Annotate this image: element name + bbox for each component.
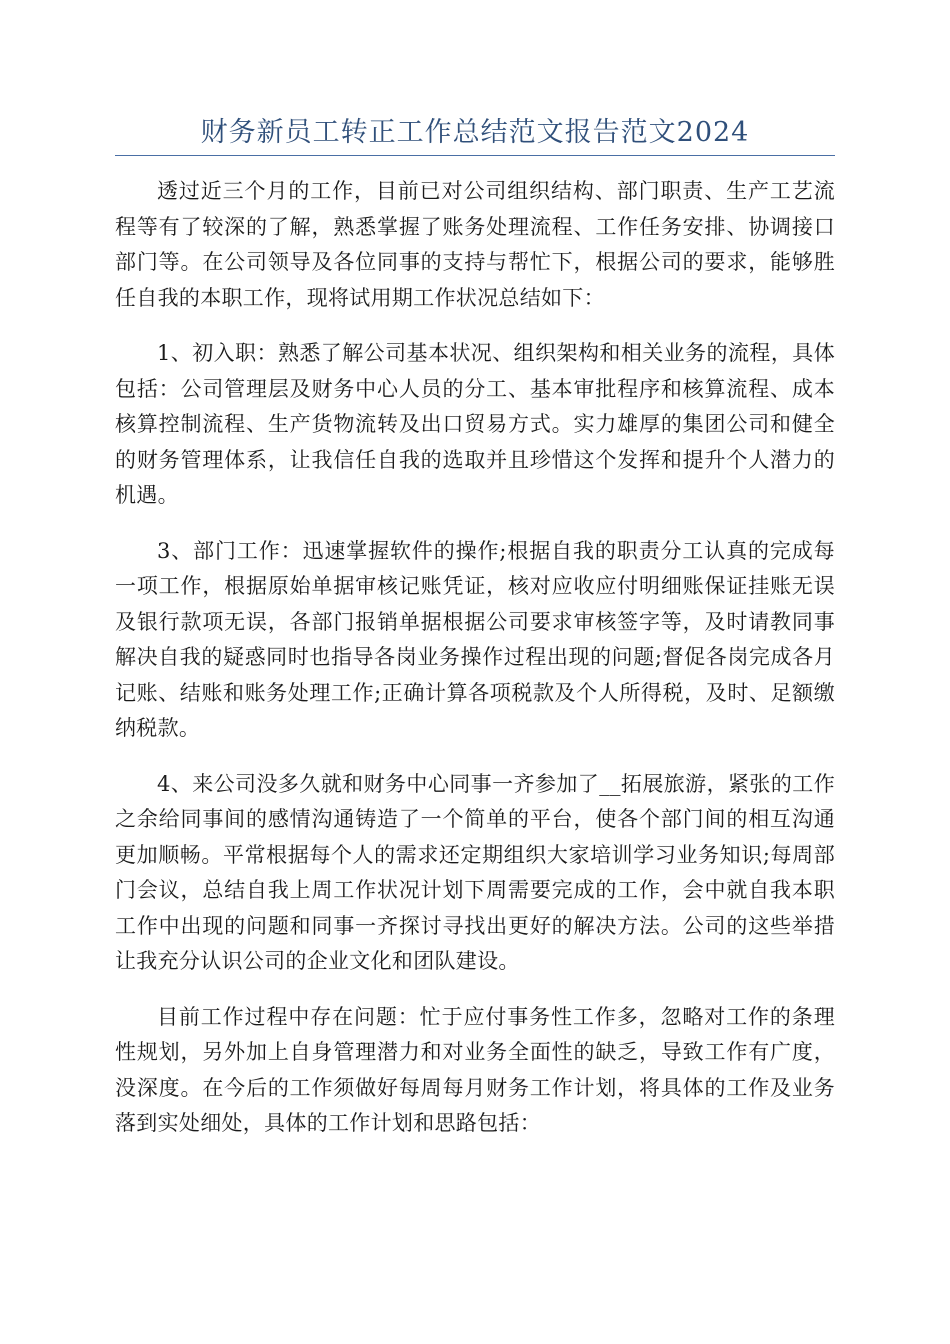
document-title: 财务新员工转正工作总结范文报告范文2024 [200, 117, 750, 148]
title-underline [115, 155, 835, 156]
paragraph-item-1: 1、初入职：熟悉了解公司基本状况、组织架构和相关业务的流程，具体包括：公司管理层及财务中心人员的分工、基本审批程序和核算流程、成本核算控制流程、生产货物流转及出口贸易方式。实力雄厚的集团公司和健全的财务管理体系，让我信任自我的选取并且珍惜这个发挥和提升个人潜力的机遇。 [115, 341, 835, 507]
paragraph-item-3: 3、部门工作：迅速掌握软件的操作;根据自我的职责分工认真的完成每一项工作，根据原始单据审核记账凭证，核对应收应付明细账保证挂账无误及银行款项无误，各部门报销单据根据公司要求审核签字等，及时请教同事解决自我的疑惑同时也指导各岗业务操作过程出现的问题;督促各岗完成各月记账、结账和账务处理工作;正确计算各项税款及个人所得税，及时、足额缴纳税款。 [115, 538, 835, 740]
paragraph-intro: 透过近三个月的工作，目前已对公司组织结构、部门职责、生产工艺流程等有了较深的了解，熟悉掌握了账务处理流程、工作任务安排、协调接口部门等。在公司领导及各位同事的支持与帮忙下，根据公司的要求，能够胜任自我的本职工作，现将试用期工作状况总结如下： [115, 179, 835, 310]
paragraph-problems: 目前工作过程中存在问题：忙于应付事务性工作多，忽略对工作的条理性规划，另外加上自身管理潜力和对业务全面性的缺乏，导致工作有广度，没深度。在今后的工作须做好每周每月财务工作计划，将具体的工作及业务落到实处细处，具体的工作计划和思路包括： [115, 1004, 835, 1135]
paragraph-item-4: 4、来公司没多久就和财务中心同事一齐参加了__拓展旅游，紧张的工作之余给同事间的感情沟通铸造了一个简单的平台，使各个部门间的相互沟通更加顺畅。平常根据每个人的需求还定期组织大家培训学习业务知识;每周部门会议，总结自我上周工作状况计划下周需要完成的工作，会中就自我本职工作中出现的问题和同事一齐探讨寻找出更好的解决方法。公司的这些举措让我充分认识公司的企业文化和团队建设。 [115, 771, 835, 973]
document-body [115, 174, 835, 1162]
